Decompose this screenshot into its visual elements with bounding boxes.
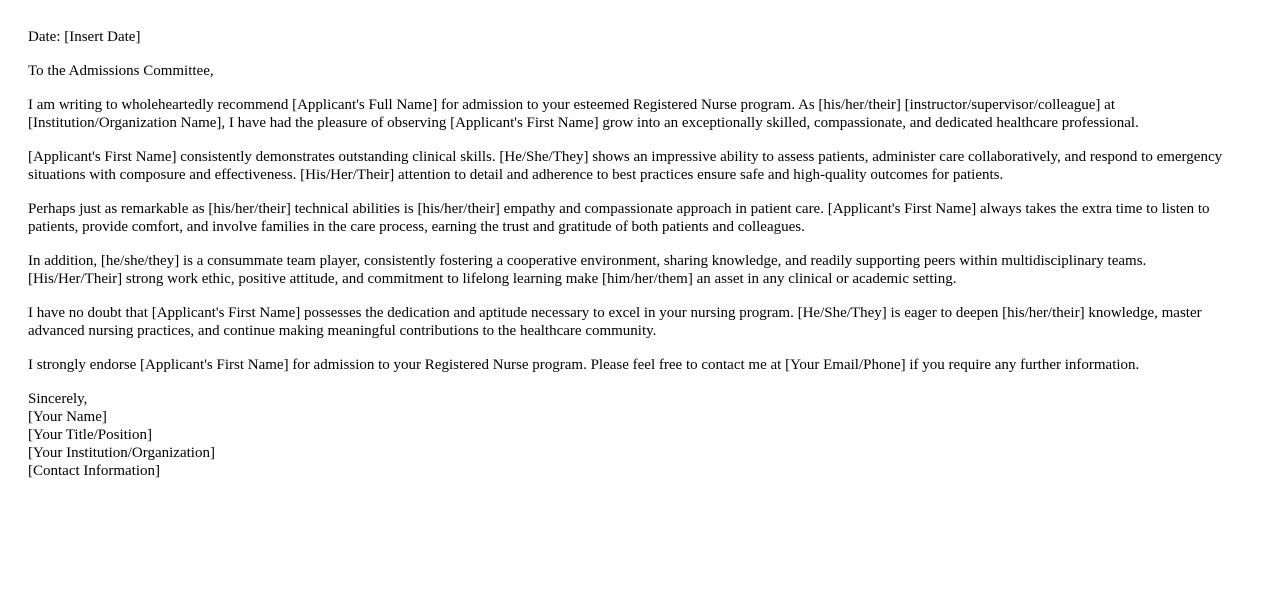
signature-institution: [Your Institution/Organization] bbox=[28, 445, 215, 461]
letter-paragraph-intro: I am writing to wholeheartedly recommend [Applicant's Full Name] for admission to your esteemed Registered Nurse program. As [his/her/their] [instructor/supervisor/colleague] at [Institution/Organization Name], I have had the pleasure of observing [Applicant's First Name] grow into an exceptionally skilled, compassionate, and dedicated healthcare professional. bbox=[28, 97, 1139, 131]
letter-paragraph-teamwork: In addition, [he/she/they] is a consummate team player, consistently fostering a cooperative environment, sharing knowledge, and readily supporting peers within multidisciplinary teams. [His/Her/Their] strong work ethic, positive attitude, and commitment to lifelong learning make [him/her/them] an asset in any clinical or academic setting. bbox=[28, 253, 1147, 287]
letter-closing: Sincerely, bbox=[28, 391, 88, 407]
signature-name: [Your Name] bbox=[28, 409, 107, 425]
letter-paragraph-clinical-skills: [Applicant's First Name] consistently demonstrates outstanding clinical skills. [He/She/They] shows an impressive ability to assess patients, administer care collaboratively, and respond to emergency situations with composure and effectiveness. [His/Her/Their] attention to detail and adherence to best practices ensure safe and high-quality outcomes for patients. bbox=[28, 149, 1223, 183]
signature-contact: [Contact Information] bbox=[28, 463, 161, 479]
recommendation-letter bbox=[28, 28, 1243, 480]
letter-salutation: To the Admissions Committee, bbox=[28, 63, 214, 79]
letter-paragraph-empathy: Perhaps just as remarkable as [his/her/their] technical abilities is [his/her/their] empathy and compassionate approach in patient care. [Applicant's First Name] always takes the extra time to listen to patients, provide comfort, and involve families in the care process, earning the trust and gratitude of both patients and colleagues. bbox=[28, 201, 1210, 235]
signature-block bbox=[28, 390, 1243, 480]
letter-date: Date: [Insert Date] bbox=[28, 29, 141, 45]
letter-paragraph-aptitude: I have no doubt that [Applicant's First Name] possesses the dedication and aptitude necessary to excel in your nursing program. [He/She/They] is eager to deepen [his/her/their] knowledge, master advanced nursing practices, and continue making meaningful contributions to the healthcare community. bbox=[28, 305, 1202, 339]
signature-title: [Your Title/Position] bbox=[28, 427, 152, 443]
letter-paragraph-endorsement: I strongly endorse [Applicant's First Name] for admission to your Registered Nurse program. Please feel free to contact me at [Your Email/Phone] if you require any further information. bbox=[28, 357, 1140, 373]
